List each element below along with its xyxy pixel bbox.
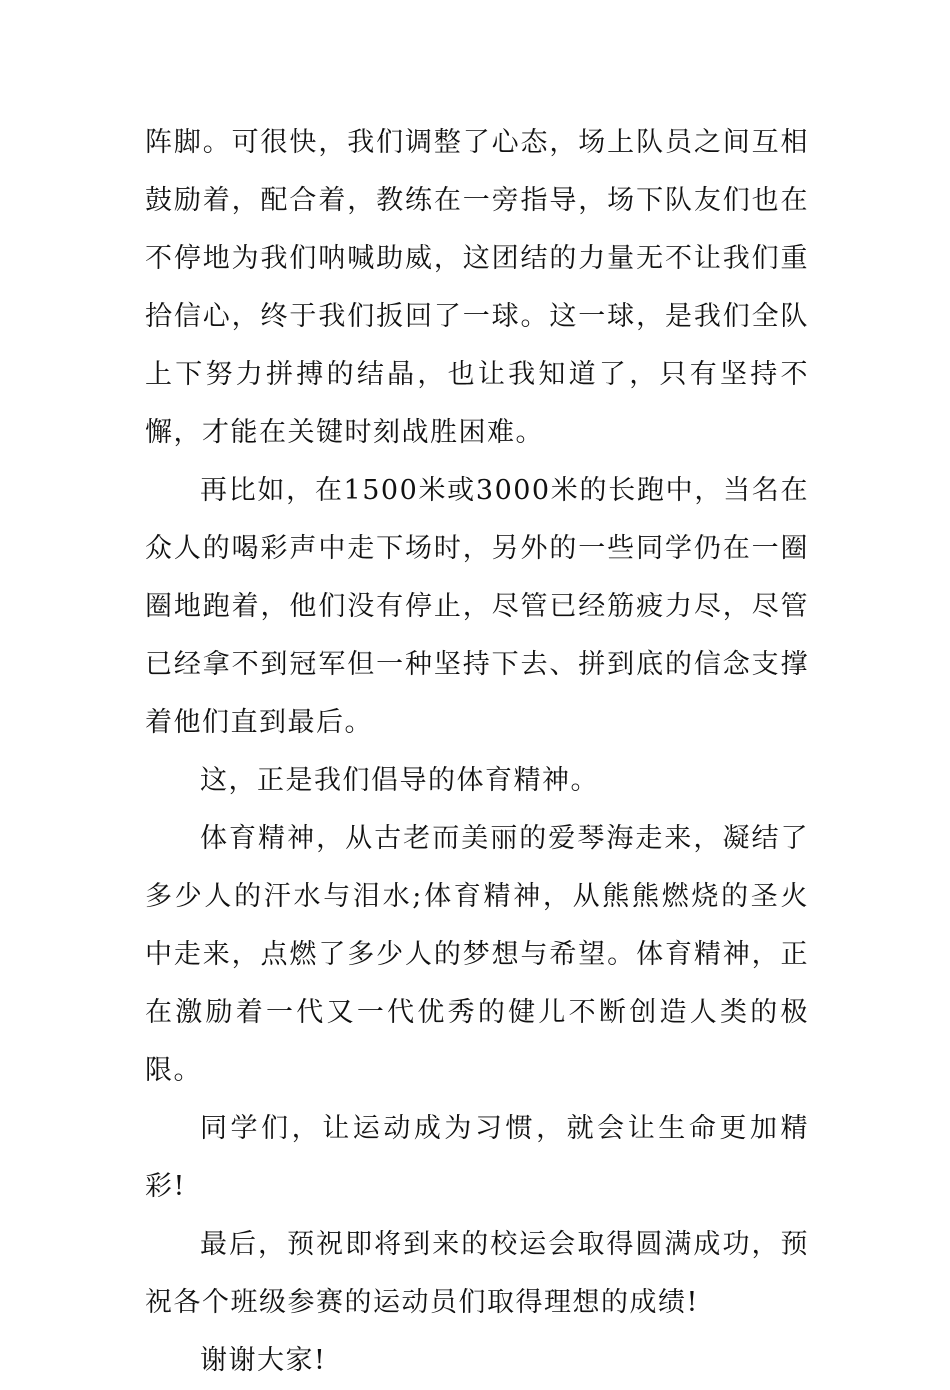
paragraph-sports-spirit: 这，正是我们倡导的体育精神。 xyxy=(200,765,599,796)
document-body xyxy=(145,114,809,1390)
paragraph-thanks: 谢谢大家! xyxy=(200,1345,327,1376)
paragraph-wishes: 最后，预祝即将到来的校运会取得圆满成功，预祝各个班级参赛的运动员们取得理想的成绩! xyxy=(145,1229,809,1318)
paragraph-continuation: 阵脚。可很快，我们调整了心态，场上队员之间互相鼓励着，配合着，教练在一旁指导，场下队友们也在不停地为我们呐喊助威，这团结的力量无不让我们重拾信心，终于我们扳回了一球。这一球，是我们全队上下努力拼搏的结晶，也让我知道了，只有坚持不懈，才能在关键时刻战胜困难。 xyxy=(145,127,809,448)
paragraph-long-run: 再比如，在1500米或3000米的长跑中，当名在众人的喝彩声中走下场时，另外的一些同学仍在一圈圈地跑着，他们没有停止，尽管已经筋疲力尽，尽管已经拿不到冠军但一种坚持下去、拼到底的信念支撑着他们直到最后。 xyxy=(145,475,809,738)
paragraph-spirit-origin: 体育精神，从古老而美丽的爱琴海走来，凝结了多少人的汗水与泪水;体育精神，从熊熊燃烧的圣火中走来，点燃了多少人的梦想与希望。体育精神，正在激励着一代又一代优秀的健儿不断创造人类的极限。 xyxy=(145,823,809,1086)
paragraph-call-to-action: 同学们，让运动成为习惯，就会让生命更加精彩! xyxy=(145,1113,809,1202)
